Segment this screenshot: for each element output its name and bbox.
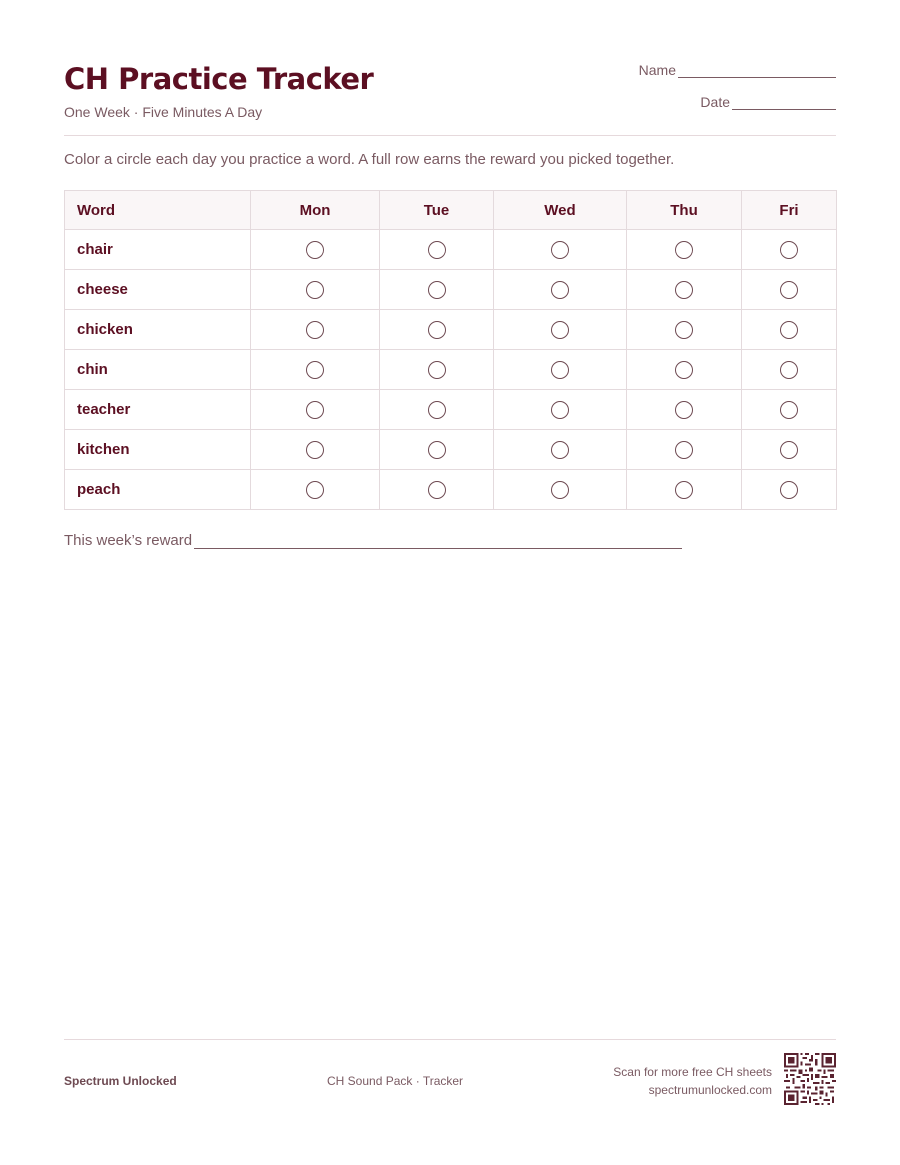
empty-circle-icon[interactable]: [551, 401, 569, 419]
empty-circle-icon[interactable]: [675, 361, 693, 379]
practice-table: [64, 190, 837, 510]
pack-label: CH Sound Pack · Tracker: [327, 1074, 464, 1088]
empty-circle-icon[interactable]: [306, 361, 324, 379]
reward-line[interactable]: [194, 534, 682, 549]
empty-circle-icon[interactable]: [428, 361, 446, 379]
brand-name: Spectrum Unlocked: [64, 1074, 177, 1088]
empty-circle-icon[interactable]: [428, 401, 446, 419]
reward-label: This week’s reward: [64, 532, 193, 549]
empty-circle-icon[interactable]: [551, 281, 569, 299]
empty-circle-icon[interactable]: [675, 241, 693, 259]
footer-divider: [64, 1039, 836, 1040]
empty-circle-icon[interactable]: [306, 441, 324, 459]
date-line[interactable]: [732, 96, 836, 110]
page-subtitle: One Week · Five Minutes A Day: [64, 104, 263, 120]
empty-circle-icon[interactable]: [551, 361, 569, 379]
column-header-mon: Mon: [251, 191, 380, 230]
word-cell: chair: [65, 230, 251, 270]
column-header-wed: Wed: [494, 191, 627, 230]
qr-code-icon[interactable]: [784, 1053, 836, 1105]
instructions: Color a circle each day you practice a word. A full row earns the reward you picked together.: [64, 151, 675, 168]
column-header-fri: Fri: [742, 191, 837, 230]
empty-circle-icon[interactable]: [551, 441, 569, 459]
empty-circle-icon[interactable]: [780, 441, 798, 459]
date-label: Date: [700, 94, 730, 110]
empty-circle-icon[interactable]: [675, 441, 693, 459]
empty-circle-icon[interactable]: [780, 241, 798, 259]
empty-circle-icon[interactable]: [780, 321, 798, 339]
word-cell: cheese: [65, 270, 251, 310]
empty-circle-icon[interactable]: [306, 481, 324, 499]
word-cell: chicken: [65, 310, 251, 350]
empty-circle-icon[interactable]: [675, 401, 693, 419]
empty-circle-icon[interactable]: [551, 241, 569, 259]
header: [64, 60, 836, 136]
table-row: [65, 470, 837, 510]
table-header-row: [65, 191, 837, 230]
column-header-thu: Thu: [627, 191, 742, 230]
table-row: [65, 310, 837, 350]
name-line[interactable]: [678, 64, 836, 78]
empty-circle-icon[interactable]: [780, 481, 798, 499]
empty-circle-icon[interactable]: [306, 281, 324, 299]
name-field[interactable]: [639, 62, 836, 78]
empty-circle-icon[interactable]: [306, 401, 324, 419]
table-row: [65, 230, 837, 270]
table-row: [65, 430, 837, 470]
header-divider: [64, 135, 836, 136]
table-row: [65, 270, 837, 310]
word-cell: chin: [65, 350, 251, 390]
scan-line: Scan for more free CH sheets: [613, 1065, 772, 1079]
name-label: Name: [638, 62, 676, 78]
word-cell: peach: [65, 470, 251, 510]
empty-circle-icon[interactable]: [306, 321, 324, 339]
empty-circle-icon[interactable]: [551, 321, 569, 339]
empty-circle-icon[interactable]: [306, 241, 324, 259]
empty-circle-icon[interactable]: [428, 441, 446, 459]
table-row: [65, 350, 837, 390]
empty-circle-icon[interactable]: [780, 401, 798, 419]
site-url[interactable]: spectrumunlocked.com: [648, 1083, 772, 1097]
table-row: [65, 390, 837, 430]
column-header-word: Word: [65, 191, 251, 230]
worksheet-page: [64, 0, 836, 1165]
empty-circle-icon[interactable]: [428, 281, 446, 299]
empty-circle-icon[interactable]: [675, 481, 693, 499]
word-cell: kitchen: [65, 430, 251, 470]
empty-circle-icon[interactable]: [675, 281, 693, 299]
empty-circle-icon[interactable]: [780, 281, 798, 299]
empty-circle-icon[interactable]: [428, 241, 446, 259]
word-cell: teacher: [65, 390, 251, 430]
empty-circle-icon[interactable]: [428, 321, 446, 339]
empty-circle-icon[interactable]: [675, 321, 693, 339]
reward-field[interactable]: [64, 532, 682, 549]
empty-circle-icon[interactable]: [428, 481, 446, 499]
column-header-tue: Tue: [380, 191, 494, 230]
empty-circle-icon[interactable]: [780, 361, 798, 379]
date-field[interactable]: [700, 94, 836, 110]
page-title: CH Practice Tracker: [64, 62, 374, 96]
scan-info: [613, 1063, 772, 1099]
empty-circle-icon[interactable]: [551, 481, 569, 499]
